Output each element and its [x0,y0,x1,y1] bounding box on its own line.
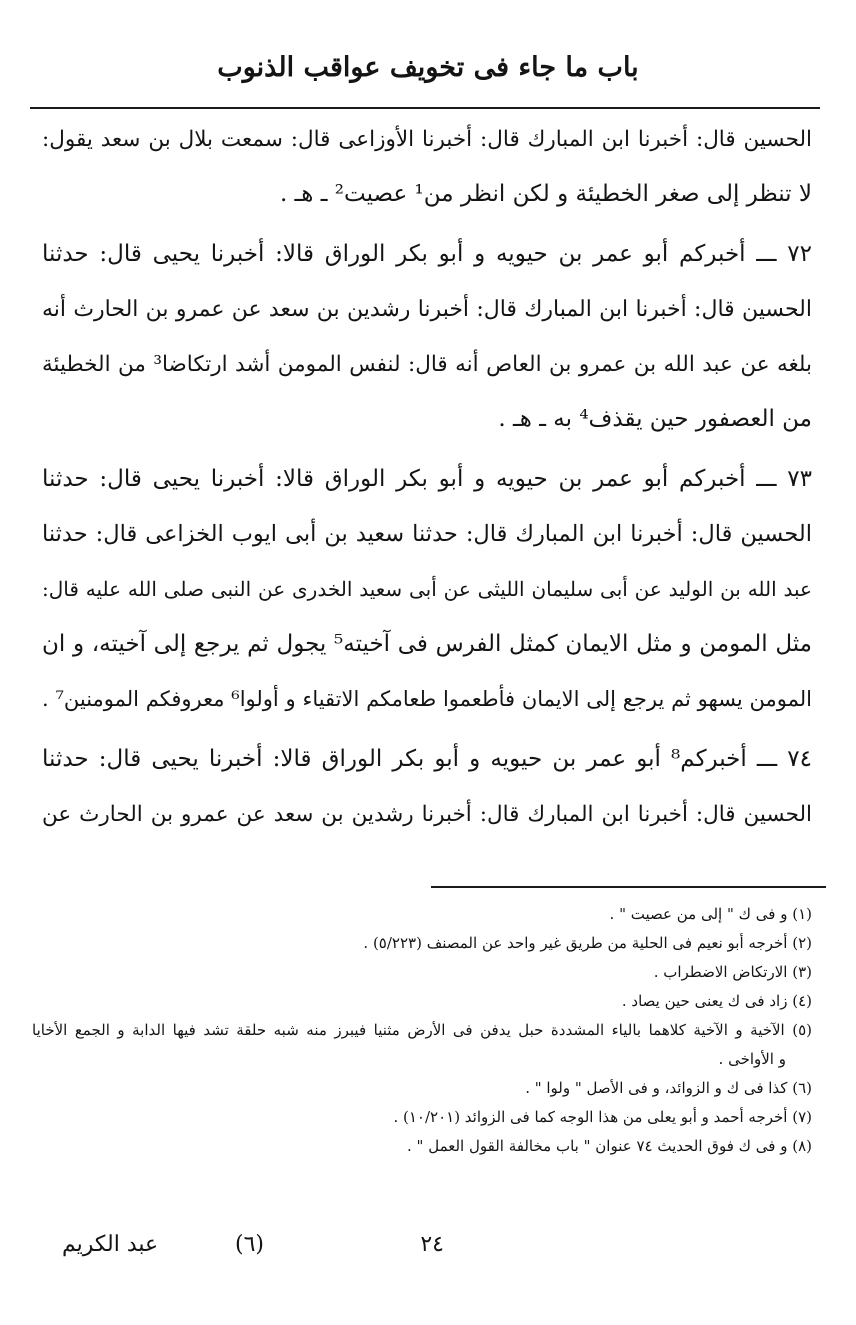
footnote: (٣) الارتكاض الاضطراب . [653,963,812,981]
footnotes [32,900,812,1161]
header-divider [30,107,820,109]
text-line: المومن يسهو ثم يرجع إلى الايمان فأطعموا طعامكم الاتقياء و أولوا⁶ معروفكم المومنين⁷ . [42,687,813,711]
footnote-divider [431,886,826,888]
text-line: من العصفور حين يقذف⁴ به ـ هـ . [498,406,812,432]
hadith-72-line: ٧٢ ـــ أخبركم أبو عمر بن حيويه و أبو بكر الوراق قالا: أخبرنا يحيى قال: حدثنا [42,241,812,267]
text-line: بلغه عن عبد الله بن عمرو بن العاص أنه قال: لنفس المومن أشد ارتكاضا³ من الخطيئة [42,352,813,377]
text-line: الحسين قال: أخبرنا ابن المبارك قال: أخبرنا رشدين بن سعد عن عمرو بن الحارث أنه [42,297,812,322]
footnote: (٢) أخرجه أبو نعيم فى الحلية من طريق غير واحد عن المصنف (٥/٢٢٣) . [363,934,812,952]
footnote-continuation: و الأواخى . [718,1050,786,1068]
signature: عبد الكريم [62,1232,159,1257]
text-line: الحسين قال: أخبرنا ابن المبارك قال: أخبرنا رشدين بن سعد عن عمرو بن الحارث عن [42,802,812,827]
text-line: لا تنظر إلى صغر الخطيئة و لكن انظر من¹ عصيت² ـ هـ . [279,181,812,207]
footnote: (٦) كذا فى ك و الزوائد، و فى الأصل " ولوا " . [525,1079,812,1097]
text-line: الحسين قال: أخبرنا ابن المبارك قال: حدثنا سعيد بن أبى ايوب الخزاعى قال: حدثنا [42,521,812,547]
footnote: (٤) زاد فى ك يعنى حين يصاد . [621,992,812,1010]
page-number: ٢٤ [420,1232,444,1257]
text-line: عبد الله بن الوليد عن أبى سليمان الليثى عن أبى سعيد الخدرى عن النبى صلى الله عليه قال: [42,577,812,601]
footnote: (٥) الآخية و الآخية كلاهما بالياء المشددة حبل يدفن فى الأرض مثنيا فيبرز منه شبه حلقة تشد فيها الدابة و الجمع الأخايا [32,1021,812,1039]
text-line: مثل المومن و مثل الايمان كمثل الفرس فى آخيته⁵ يجول ثم يرجع إلى آخيته، و ان [42,631,812,657]
footnote: (٧) أخرجه أحمد و أبو يعلى من هذا الوجه كما فى الزوائد (١٠/٢٠١) . [393,1108,812,1126]
text-line: الحسين قال: أخبرنا ابن المبارك قال: أخبرنا الأوزاعى قال: سمعت بلال بن سعد يقول: [42,127,812,152]
hadith-74-line: ٧٤ ـــ أخبركم⁸ أبو عمر بن حيويه و أبو بكر الوراق قالا: أخبرنا يحيى قال: حدثنا [42,746,812,772]
signature-marker: (٦) [235,1232,265,1257]
main-text [42,112,812,842]
page-title: باب ما جاء فى تخويف عواقب الذنوب [217,52,639,83]
hadith-73-line: ٧٣ ـــ أخبركم أبو عمر بن حيويه و أبو بكر الوراق قالا: أخبرنا يحيى قال: حدثنا [42,466,812,492]
page-footer [0,1232,856,1272]
footnote: (١) و فى ك " إلى من عصيت " . [609,905,812,923]
footnote: (٨) و فى ك فوق الحديث ٧٤ عنوان " باب مخالفة القول العمل " . [407,1137,812,1155]
